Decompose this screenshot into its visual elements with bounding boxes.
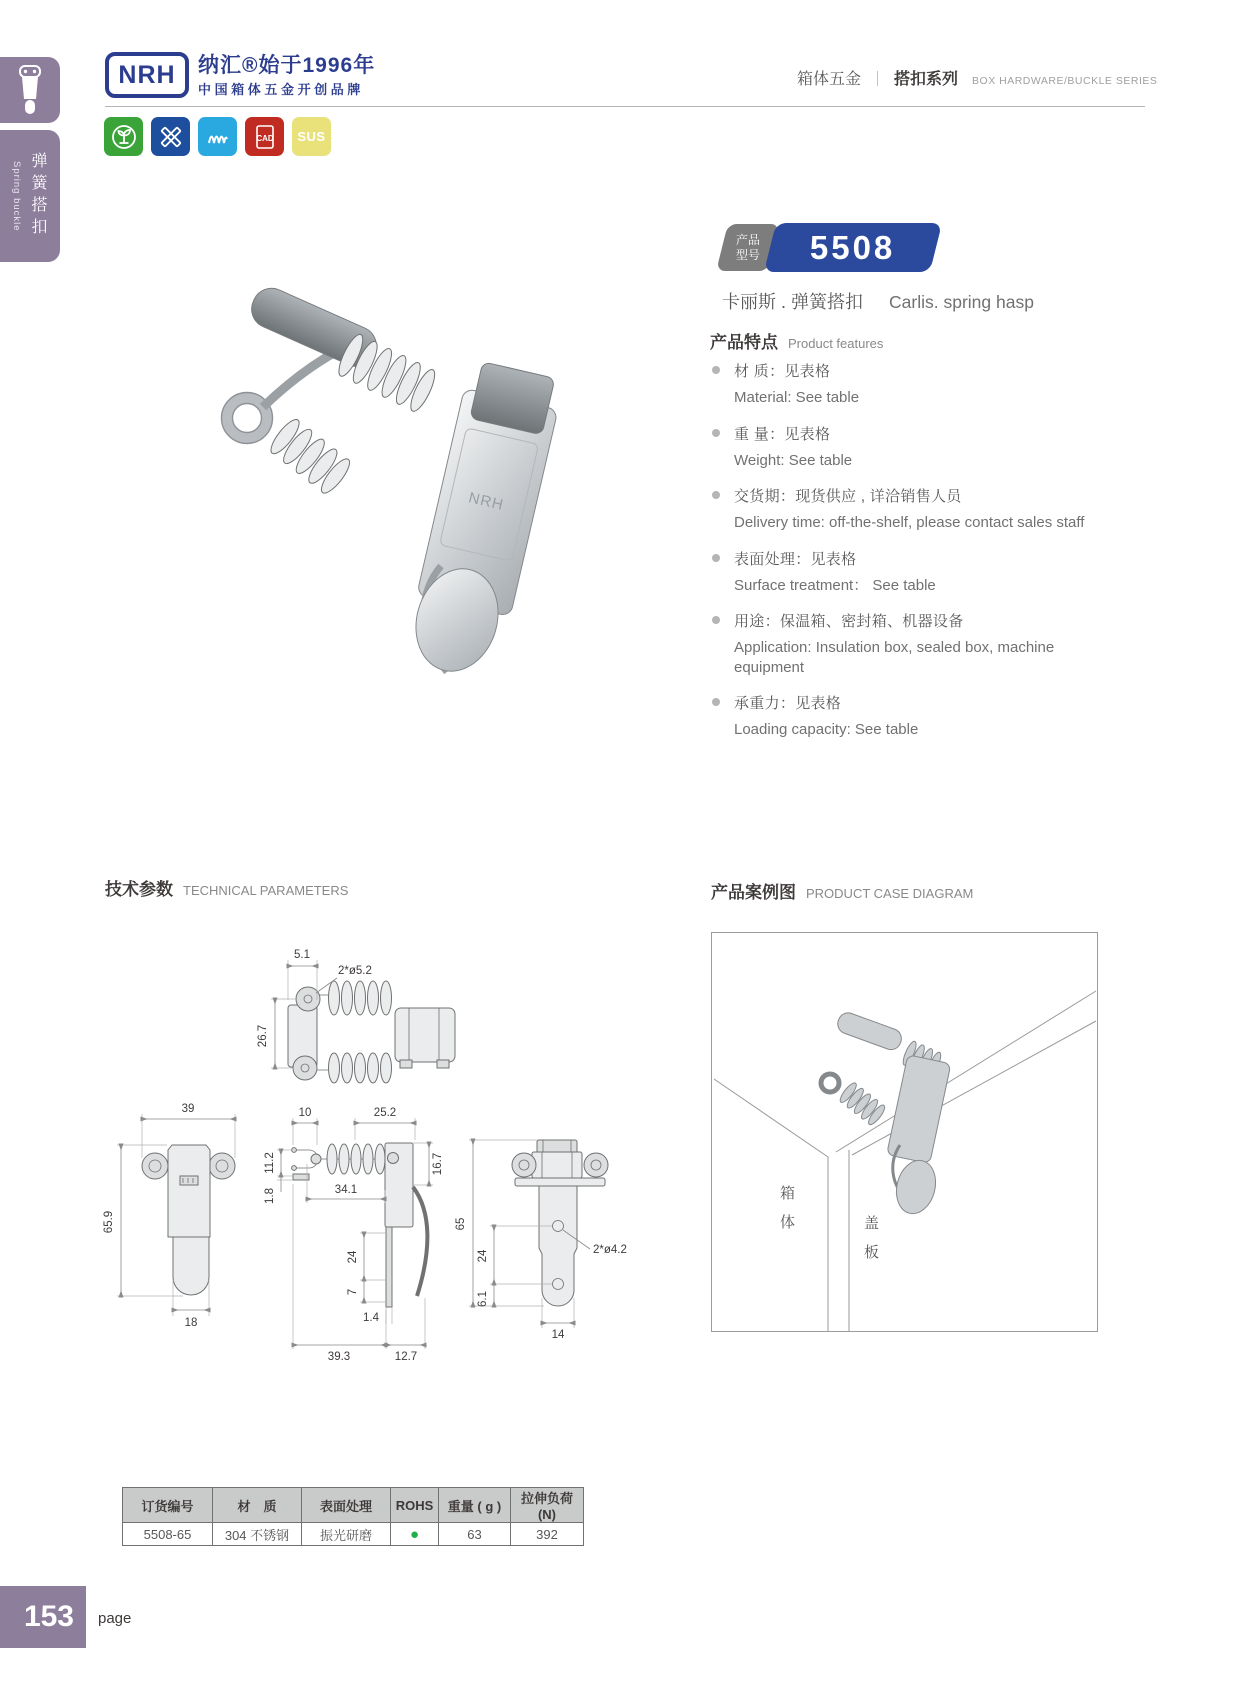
dim-side-plate-thickness: 1.8 bbox=[264, 1188, 276, 1204]
col-order-no: 订货编号 bbox=[123, 1488, 213, 1523]
bullet-icon bbox=[712, 698, 720, 706]
feature-en: Weight: See table bbox=[734, 451, 853, 469]
eco-icon bbox=[104, 117, 143, 156]
features-title-zh: 产品特点 bbox=[710, 333, 778, 352]
technical-title-en: TECHNICAL PARAMETERS bbox=[183, 883, 349, 898]
dim-top-rivet-holes: 2*ø5.2 bbox=[338, 965, 372, 977]
model-number-banner bbox=[764, 223, 942, 272]
feature-zh: 用途：保温箱、密封箱、机器设备 bbox=[734, 613, 964, 630]
dim-side-hook-width: 10 bbox=[298, 1107, 312, 1119]
bullet-icon bbox=[712, 491, 720, 499]
spec-header-row bbox=[123, 1488, 584, 1523]
body-stamp: NRH bbox=[467, 489, 506, 514]
technical-title-zh: 技术参数 bbox=[105, 880, 173, 899]
dim-side-strap-thickness: 1.4 bbox=[363, 1312, 379, 1324]
brand-subtitle: 中国箱体五金开创品牌 bbox=[198, 82, 365, 97]
feature-item bbox=[710, 692, 1160, 740]
feature-item bbox=[710, 485, 1160, 533]
category-zh: 弹簧搭扣 bbox=[29, 152, 46, 240]
dim-side-body-height: 16.7 bbox=[432, 1152, 444, 1176]
dim-front-width: 39 bbox=[181, 1103, 195, 1115]
feature-zh: 承重力：见表格 bbox=[734, 695, 842, 712]
dim-top-pivot-span: 26.7 bbox=[257, 1024, 269, 1048]
feature-en: Loading capacity: See table bbox=[734, 721, 919, 738]
sus-label: SUS bbox=[297, 129, 326, 144]
case-title-zh: 产品案例图 bbox=[711, 883, 796, 902]
feature-item bbox=[710, 423, 1160, 471]
col-rohs: ROHS bbox=[391, 1488, 439, 1523]
hasp-spring-upper bbox=[334, 332, 439, 415]
product-name-en: Carlis. spring hasp bbox=[889, 292, 1034, 312]
design-tools-icon bbox=[151, 117, 190, 156]
feature-zh: 重 量：见表格 bbox=[734, 425, 831, 443]
dim-front-height: 65.9 bbox=[103, 1210, 115, 1234]
feature-en: Surface treatment： See table bbox=[734, 576, 936, 594]
bullet-icon bbox=[712, 554, 720, 562]
model-number: 5508 bbox=[810, 228, 896, 266]
nrh-logo: NRH bbox=[105, 52, 189, 98]
dim-rear-mount-holes: 2*ø4.2 bbox=[593, 1244, 627, 1256]
dim-side-hole-span: 24 bbox=[347, 1250, 359, 1264]
dim-side-body-width: 25.2 bbox=[373, 1107, 397, 1119]
model-label-line1: 产品 bbox=[735, 232, 760, 247]
features-list bbox=[710, 360, 1160, 755]
product-name bbox=[722, 288, 1034, 314]
cell-surface: 振光研磨 bbox=[302, 1523, 391, 1546]
feature-en: Material: See table bbox=[734, 389, 860, 406]
cell-tensile-load: 392 bbox=[511, 1523, 584, 1546]
case-label-box: 箱体 bbox=[778, 1185, 795, 1243]
case-diagram bbox=[711, 932, 1098, 1332]
dim-side-hook-height: 11.2 bbox=[264, 1152, 276, 1174]
col-material: 材 质 bbox=[213, 1488, 302, 1523]
dim-side-tail-length: 12.7 bbox=[394, 1351, 418, 1363]
col-weight: 重量 ( g ) bbox=[439, 1488, 511, 1523]
dim-rear-bottom-offset: 6.1 bbox=[477, 1291, 489, 1307]
cad-label: CAD bbox=[255, 133, 274, 143]
cell-order-no: 5508-65 bbox=[123, 1523, 213, 1546]
dim-side-tail-span: 7 bbox=[347, 1288, 359, 1296]
dim-rear-strap-width: 14 bbox=[551, 1329, 565, 1341]
technical-drawings bbox=[95, 900, 660, 1380]
rohs-pass-dot: ● bbox=[409, 1525, 420, 1543]
breadcrumb bbox=[797, 66, 1157, 89]
col-surface: 表面处理 bbox=[302, 1488, 391, 1523]
case-hasp-illustration bbox=[821, 1010, 951, 1218]
col-tensile-load: 拉伸负荷 (N) bbox=[511, 1488, 584, 1523]
sidebar-category-icon-tab bbox=[0, 57, 60, 123]
feature-item bbox=[710, 360, 1160, 408]
product-name-zh: 卡丽斯 . 弹簧搭扣 bbox=[722, 292, 864, 312]
drawing-side-view bbox=[264, 1107, 444, 1363]
header-divider bbox=[105, 106, 1145, 107]
dim-side-spring-span: 34.1 bbox=[334, 1184, 358, 1196]
case-diagram-drawing bbox=[712, 933, 1097, 1331]
feature-item bbox=[710, 610, 1160, 677]
dim-front-strap-width: 18 bbox=[184, 1317, 198, 1329]
certification-icons bbox=[104, 117, 331, 156]
page-number: 153 bbox=[0, 1586, 86, 1648]
sidebar-category-tab bbox=[0, 130, 60, 262]
cell-weight: 63 bbox=[439, 1523, 511, 1546]
case-title-en: PRODUCT CASE DIAGRAM bbox=[806, 886, 974, 901]
spec-table bbox=[122, 1487, 584, 1546]
hasp-icon bbox=[15, 64, 45, 116]
cell-material: 304 不锈钢 bbox=[213, 1523, 302, 1546]
drawing-front-view bbox=[103, 1103, 235, 1329]
feature-en: Delivery time: off-the-shelf, please contact sales staff bbox=[734, 514, 1085, 531]
nav-series-en: BOX HARDWARE/BUCKLE SERIES bbox=[972, 75, 1158, 87]
drawing-top-view bbox=[257, 949, 455, 1083]
hasp-spring-lower bbox=[267, 416, 354, 497]
nav-series-zh: 搭扣系列 bbox=[894, 71, 959, 88]
nav-category-zh: 箱体五金 bbox=[797, 71, 862, 88]
cell-rohs bbox=[391, 1523, 439, 1546]
product-photo bbox=[195, 268, 575, 688]
dim-side-base-length: 39.3 bbox=[327, 1351, 351, 1363]
feature-zh: 表面处理：见表格 bbox=[734, 550, 857, 568]
brand-title: 纳汇®始于1996年 bbox=[198, 54, 376, 77]
spec-data-row bbox=[123, 1523, 584, 1546]
features-title-en: Product features bbox=[788, 336, 884, 351]
feature-zh: 材 质：见表格 bbox=[734, 363, 831, 380]
case-label-lid: 盖板 bbox=[862, 1215, 879, 1273]
feature-zh: 交货期：现货供应 , 详洽销售人员 bbox=[734, 488, 962, 505]
model-label-line2: 型号 bbox=[735, 247, 760, 262]
nav-divider: ｜ bbox=[870, 71, 886, 88]
feature-en: Application: Insulation box, sealed box, machine equipment bbox=[734, 639, 1055, 676]
bullet-icon bbox=[712, 616, 720, 624]
dim-rear-hole-spacing: 24 bbox=[477, 1249, 489, 1263]
technical-heading bbox=[105, 875, 348, 900]
spring-coil-icon bbox=[198, 117, 237, 156]
bullet-icon bbox=[712, 366, 720, 374]
dim-rear-height: 65 bbox=[455, 1217, 467, 1231]
bullet-icon bbox=[712, 429, 720, 437]
drawing-rear-view bbox=[455, 1140, 627, 1341]
page-label: page bbox=[98, 1610, 132, 1627]
sus-icon bbox=[292, 117, 331, 156]
case-heading bbox=[711, 878, 973, 903]
category-en: Spring buckle bbox=[11, 160, 22, 232]
cad-icon bbox=[245, 117, 284, 156]
dim-top-plate-width: 5.1 bbox=[294, 949, 310, 961]
features-heading bbox=[710, 328, 883, 353]
feature-item bbox=[710, 548, 1160, 596]
